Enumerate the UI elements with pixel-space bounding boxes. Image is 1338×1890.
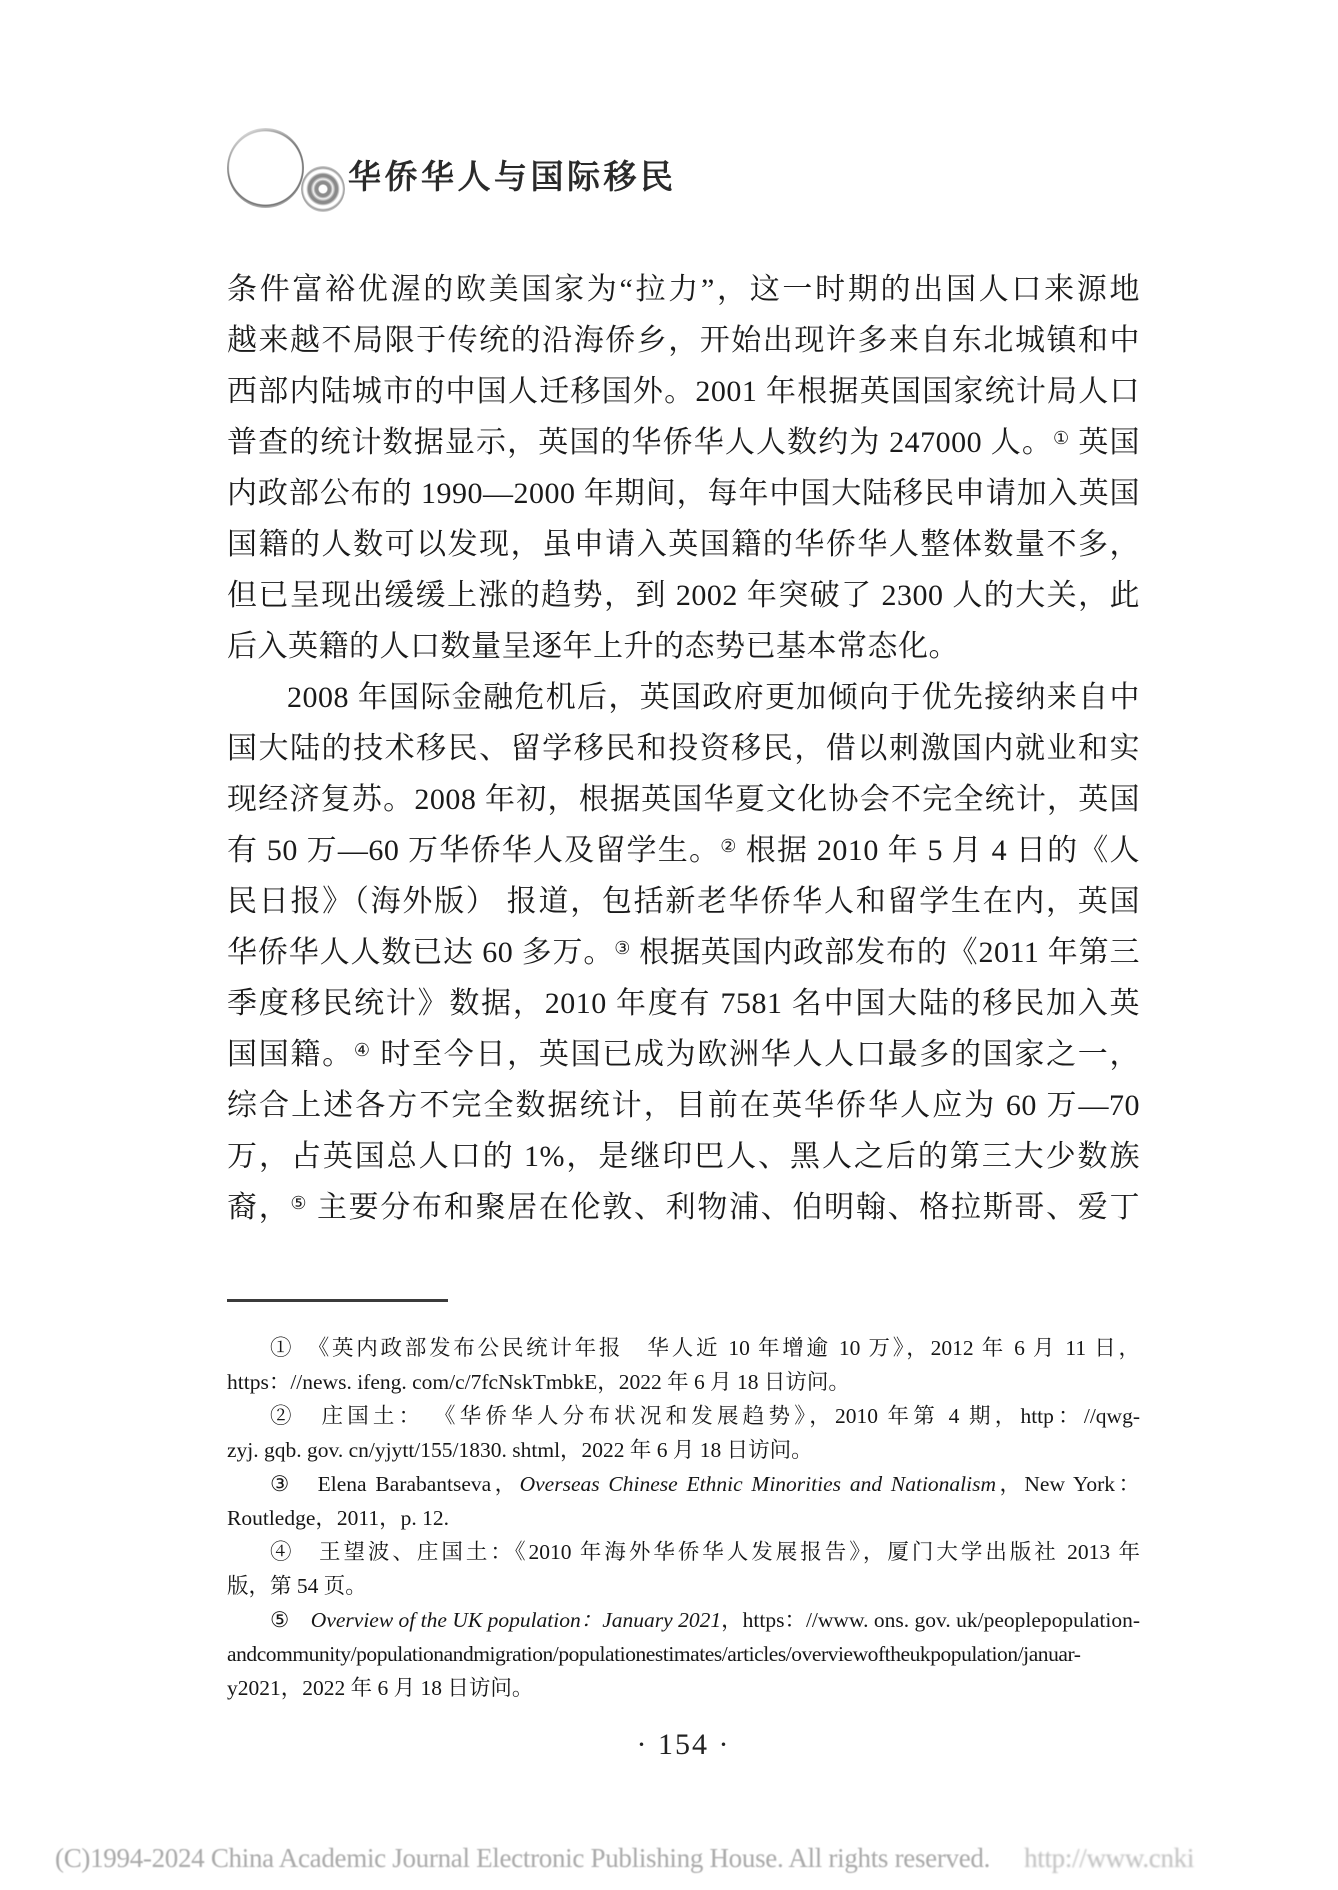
body-line: 后入英籍的人口数量呈逐年上升的态势已基本常态化。 <box>227 630 959 663</box>
body-text <box>227 264 1140 1233</box>
footnote-line: zyj. gqb. gov. cn/yjytt/155/1830. shtml，2022 年 6 月 18 日访问。 <box>227 1438 813 1462</box>
small-ring-icon <box>301 166 345 212</box>
page-number: · 154 · <box>636 1728 731 1761</box>
body-line: 综合上述各方不完全数据统计，目前在英华侨华人应为 60 万—70 <box>227 1089 1140 1122</box>
footnote-line: ① 《英内政部发布公民统计年报 华人近 10 年增逾 10 万》，2012 年 6 月 11 日， <box>270 1336 1140 1360</box>
body-line: 但已呈现出缓缓上涨的趋势，到 2002 年突破了 2300 人的大关，此 <box>227 579 1140 612</box>
body-line: 国大陆的技术移民、留学移民和投资移民，借以刺激国内就业和实 <box>227 732 1140 765</box>
body-line: 国籍的人数可以发现，虽申请入英国籍的华侨华人整体数量不多， <box>227 528 1140 561</box>
body-line: 华侨华人人数已达 60 多万。③ 根据英国内政部发布的《2011 年第三 <box>227 936 1140 969</box>
footnote-line <box>227 1467 1140 1501</box>
footnote-text: ，New York： <box>996 1472 1140 1496</box>
body-line: 条件富裕优渥的欧美国家为“拉力”，这一时期的出国人口来源地 <box>227 273 1140 306</box>
copyright-text: (C)1994-2024 China Academic Journal Electronic Publishing House. All rights reserved. <box>55 1843 991 1873</box>
body-line: 西部内陆城市的中国人迁移国外。2001 年根据英国国家统计局人口 <box>227 375 1140 408</box>
footnote-book-title: Overseas Chinese Ethnic Minorities and Nationalism <box>519 1472 997 1496</box>
body-line: 民日报》（海外版） 报道，包括新老华侨华人和留学生在内，英国 <box>227 885 1140 918</box>
footnotes <box>227 1331 1140 1705</box>
body-line: 越来越不局限于传统的沿海侨乡，开始出现许多来自东北城镇和中 <box>227 324 1140 357</box>
body-line: 裔，⑤ 主要分布和聚居在伦敦、利物浦、伯明翰、格拉斯哥、爱丁 <box>227 1191 1140 1224</box>
footnote-line: ④ 王望波、庄国土：《2010 年海外华侨华人发展报告》，厦门大学出版社 2013 年 <box>270 1540 1140 1564</box>
body-line: 内政部公布的 1990—2000 年期间，每年中国大陆移民申请加入英国 <box>227 477 1140 510</box>
journal-title: 华侨华人与国际移民 <box>348 158 677 195</box>
footnote-line: y2021，2022 年 6 月 18 日访问。 <box>227 1676 534 1700</box>
journal-logo <box>225 124 345 216</box>
body-line: 万，占英国总人口的 1%，是继印巴人、黑人之后的第三大少数族 <box>227 1140 1140 1173</box>
body-line: 有 50 万—60 万华侨华人及留学生。② 根据 2010 年 5 月 4 日的《人 <box>227 834 1140 867</box>
body-line: 国国籍。④ 时至今日，英国已成为欧洲华人人口最多的国家之一， <box>227 1038 1140 1071</box>
footnote-line: https：//news. ifeng. com/c/7fcNskTmbkE，2022 年 6 月 18 日访问。 <box>227 1370 850 1394</box>
footnote-line: ② 庄国土： 《华侨华人分布状况和发展趋势》，2010 年第 4 期，http：//qwg- <box>270 1404 1140 1428</box>
footnote-text: ③ Elena Barabantseva， <box>270 1472 520 1496</box>
footnote-line: andcommunity/populationandmigration/populationestimates/articles/overviewoftheukpopulation/januar- <box>227 1642 1081 1666</box>
footer-url: http://www.cnki <box>1024 1843 1195 1873</box>
footnote-divider <box>227 1299 448 1302</box>
footnote-text: ⑤ <box>270 1608 311 1632</box>
footnote-line <box>227 1603 1140 1637</box>
body-line-paragraph-start: 2008 年国际金融危机后，英国政府更加倾向于优先接纳来自中 <box>287 681 1140 714</box>
body-line: 现经济复苏。2008 年初，根据英国华夏文化协会不完全统计，英国 <box>227 783 1140 816</box>
footnote-book-title: Overview of the UK population：January 2021 <box>310 1608 722 1632</box>
large-ring-icon <box>227 128 304 208</box>
footnote-line: Routledge，2011，p. 12. <box>227 1506 449 1530</box>
body-line: 普查的统计数据显示，英国的华侨华人人数约为 247000 人。① 英国 <box>227 426 1140 459</box>
body-line: 季度移民统计》数据，2010 年度有 7581 名中国大陆的移民加入英 <box>227 987 1140 1020</box>
footnote-line: 版，第 54 页。 <box>227 1574 367 1598</box>
copyright-footer <box>55 1843 1338 1874</box>
footnote-text: ，https：//www. ons. gov. uk/peoplepopulation- <box>721 1608 1140 1632</box>
